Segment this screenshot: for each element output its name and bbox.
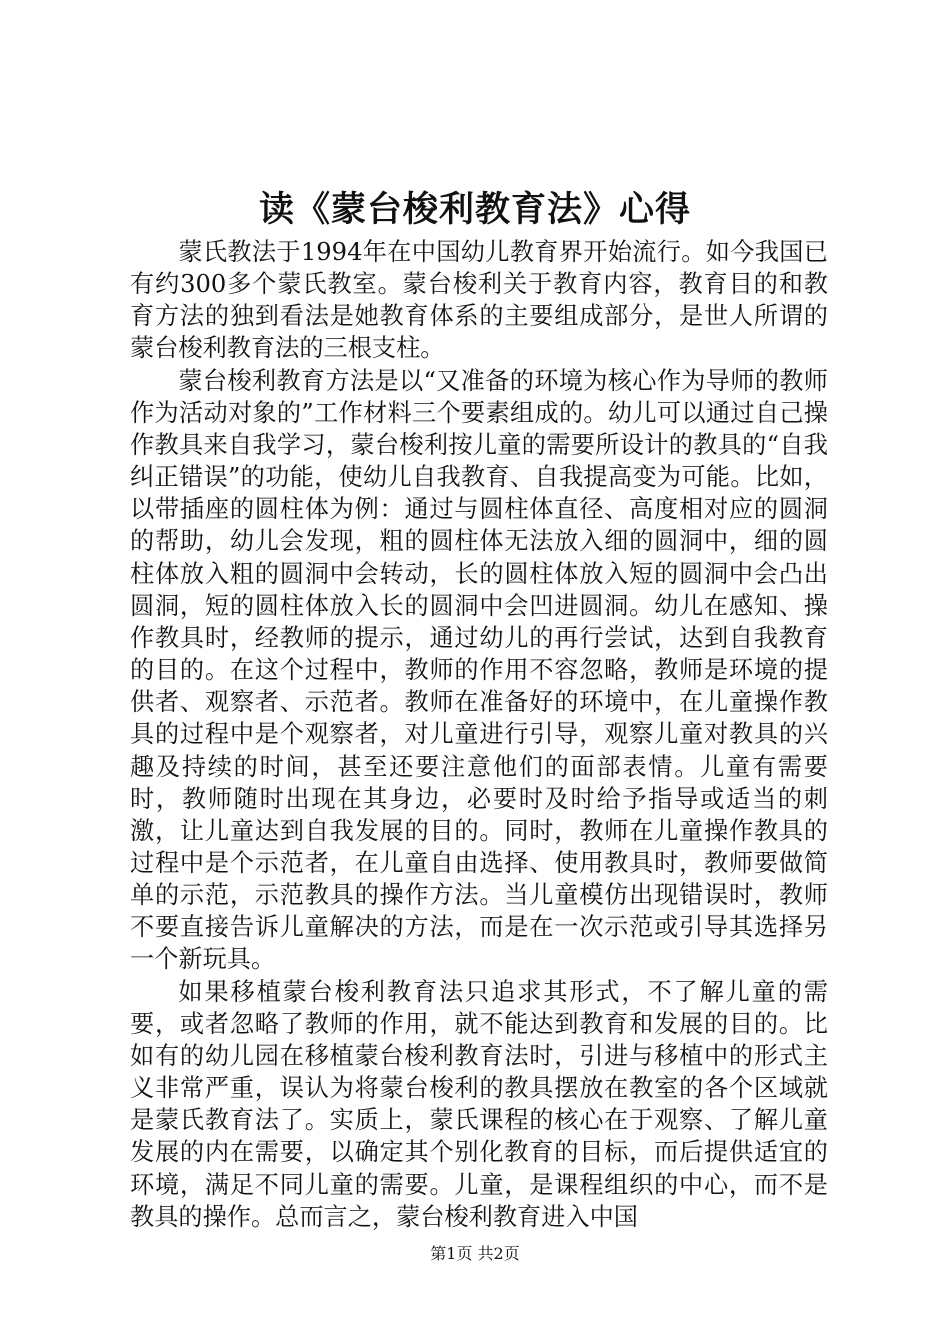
- document-body: [130, 236, 828, 1233]
- paragraph-3: 如果移植蒙台梭利教育法只追求其形式，不了解儿童的需要，或者忽略了教师的作用，就不能达到教育和发展的目的。比如有的幼儿园在移植蒙台梭利教育法时，引进与移植中的形式主义非常严重，误认为将蒙台梭利的教具摆放在教室的各个区域就是蒙氏教育法了。实质上，蒙氏课程的核心在于观察、了解儿童发展的内在需要，以确定其个别化教育的目标，而后提供适宜的环境，满足不同儿童的需要。儿童，是课程组织的中心，而不是教具的操作。总而言之，蒙台梭利教育进入中国: [130, 977, 828, 1231]
- paragraph-2: 蒙台梭利教育方法是以“又准备的环境为核心作为导师的教师作为活动对象的”工作材料三个要素组成的。幼儿可以通过自己操作教具来自我学习，蒙台梭利按儿童的需要所设计的教具的“自我纠正错误”的功能，使幼儿自我教育、自我提高变为可能。比如，以带插座的圆柱体为例：通过与圆柱体直径、高度相对应的圆洞的帮助，幼儿会发现，粗的圆柱体无法放入细的圆洞中，细的圆柱体放入粗的圆洞中会转动，长的圆柱体放入短的圆洞中会凸出圆洞，短的圆柱体放入长的圆洞中会凹进圆洞。幼儿在感知、操作教具时，经教师的提示，通过幼儿的再行尝试，达到自我教育的目的。在这个过程中，教师的作用不容忽略，教师是环境的提供者、观察者、示范者。教师在准备好的环境中，在儿童操作教具的过程中是个观察者，对儿童进行引导，观察儿童对教具的兴趣及持续的时间，甚至还要注意他们的面部表情。儿童有需要时，教师随时出现在其身边，必要时及时给予指导或适当的刺激，让儿童达到自我发展的目的。同时，教师在儿童操作教具的过程中是个示范者，在儿童自由选择、使用教具时，教师要做简单的示范，示范教具的操作方法。当儿童模仿出现错误时，教师不要直接告诉儿童解决的方法，而是在一次示范或引导其选择另一个新玩具。: [130, 366, 828, 974]
- paragraph-1: 蒙氏教法于1994年在中国幼儿教育界开始流行。如今我国已有约300多个蒙氏教室。蒙台梭利关于教育内容，教育目的和教育方法的独到看法是她教育体系的主要组成部分，是世人所谓的蒙台梭利教育法的三根支柱。: [130, 238, 828, 363]
- page-number-footer: 第1页 共2页: [430, 1244, 520, 1263]
- document-title: 读《蒙台梭利教育法》心得: [258, 189, 691, 230]
